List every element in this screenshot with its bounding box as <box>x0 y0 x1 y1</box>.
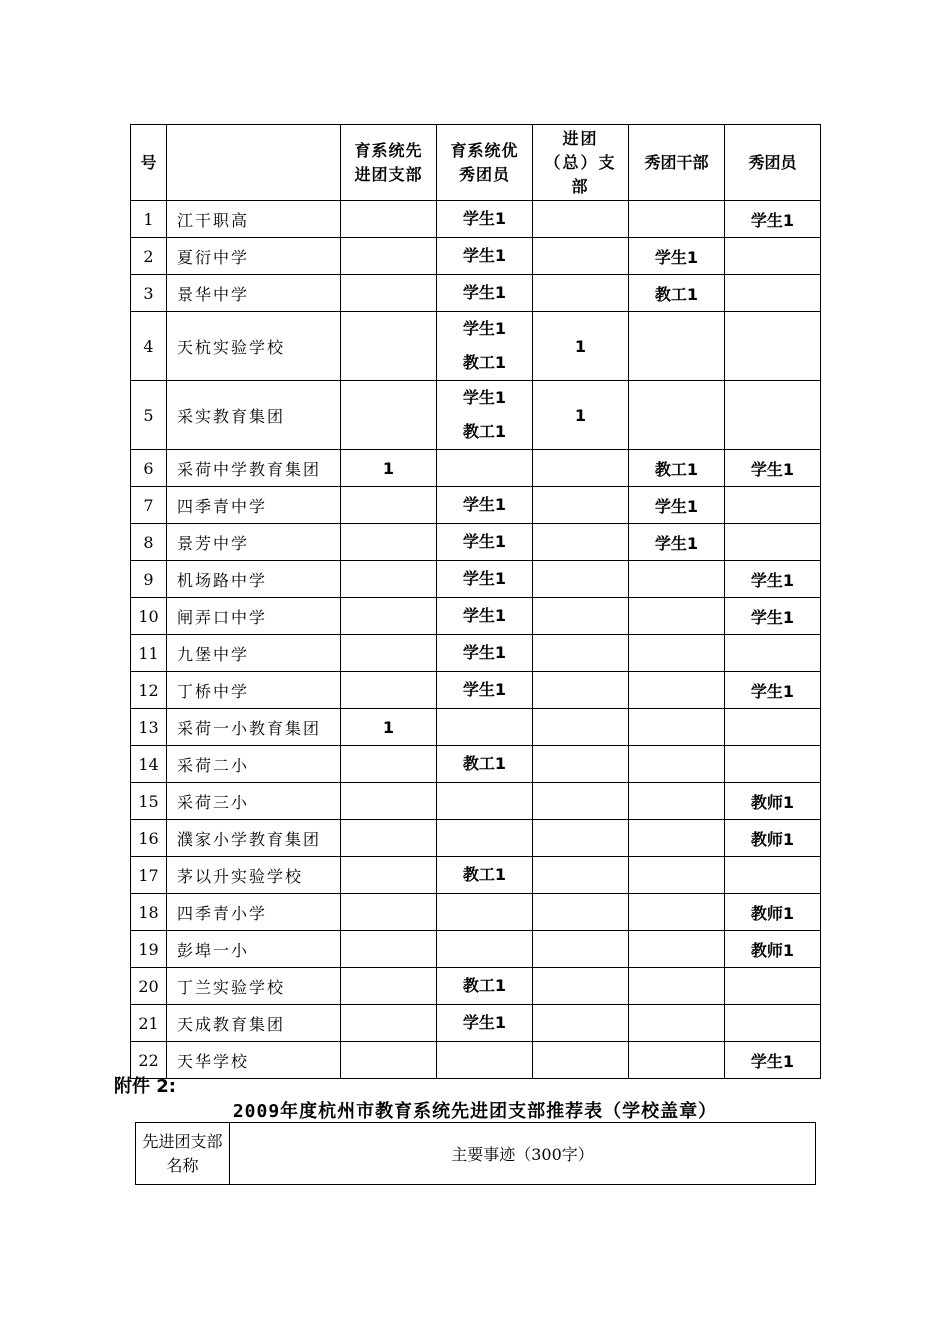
excellent-member-2-cell <box>725 487 821 524</box>
school-name: 夏衍中学 <box>167 238 341 275</box>
main-deeds-header: 主要事迹（300字） <box>230 1123 816 1185</box>
general-branch-cell <box>533 598 629 635</box>
excellent-cadre-cell <box>629 1042 725 1079</box>
advanced-branch-cell <box>341 857 437 894</box>
table-row <box>131 746 821 783</box>
excellent-cadre-cell <box>629 1005 725 1042</box>
general-branch-cell <box>533 635 629 672</box>
school-name: 茅以升实验学校 <box>167 857 341 894</box>
member-entry: 教工1 <box>462 353 507 372</box>
excellent-cadre-cell <box>629 857 725 894</box>
row-number: 8 <box>131 524 167 561</box>
excellent-member-cell <box>437 820 533 857</box>
excellent-cadre-cell <box>629 894 725 931</box>
school-name: 丁桥中学 <box>167 672 341 709</box>
excellent-cadre-cell: 学生1 <box>629 487 725 524</box>
school-name: 丁兰实验学校 <box>167 968 341 1005</box>
excellent-member-2-cell <box>725 709 821 746</box>
excellent-member-2-cell <box>725 312 821 381</box>
excellent-member-2-cell: 学生1 <box>725 1042 821 1079</box>
row-number: 20 <box>131 968 167 1005</box>
excellent-cadre-cell <box>629 672 725 709</box>
member-entry: 学生1 <box>462 680 507 699</box>
excellent-cadre-cell: 学生1 <box>629 524 725 561</box>
general-branch-cell: 1 <box>533 381 629 450</box>
excellent-member-cell <box>437 238 533 275</box>
header-excellent-cadre: 秀团干部 <box>629 125 725 201</box>
advanced-branch-cell <box>341 275 437 312</box>
advanced-branch-cell <box>341 598 437 635</box>
general-branch-cell <box>533 857 629 894</box>
general-branch-cell <box>533 450 629 487</box>
excellent-member-2-cell <box>725 381 821 450</box>
excellent-member-2-cell <box>725 524 821 561</box>
table-row <box>131 783 821 820</box>
school-name: 天成教育集团 <box>167 1005 341 1042</box>
school-name: 江干职高 <box>167 201 341 238</box>
row-number: 3 <box>131 275 167 312</box>
advanced-branch-cell <box>341 635 437 672</box>
excellent-cadre-cell: 教工1 <box>629 450 725 487</box>
general-branch-cell <box>533 931 629 968</box>
excellent-cadre-cell <box>629 783 725 820</box>
excellent-member-cell <box>437 635 533 672</box>
school-name: 天华学校 <box>167 1042 341 1079</box>
general-branch-cell <box>533 1042 629 1079</box>
general-branch-cell <box>533 709 629 746</box>
excellent-member-2-cell: 教师1 <box>725 894 821 931</box>
advanced-branch-cell <box>341 561 437 598</box>
excellent-cadre-cell <box>629 820 725 857</box>
excellent-cadre-cell <box>629 968 725 1005</box>
table-row <box>131 894 821 931</box>
school-name: 景芳中学 <box>167 524 341 561</box>
row-number: 5 <box>131 381 167 450</box>
recommendation-form-table <box>135 1122 816 1185</box>
row-number: 6 <box>131 450 167 487</box>
excellent-member-cell <box>437 524 533 561</box>
excellent-cadre-cell <box>629 201 725 238</box>
excellent-cadre-cell: 学生1 <box>629 238 725 275</box>
table-row <box>131 381 821 450</box>
table-row <box>131 598 821 635</box>
table-row <box>131 312 821 381</box>
member-entry: 教工1 <box>462 422 507 441</box>
member-entry: 学生1 <box>462 606 507 625</box>
school-name: 采荷二小 <box>167 746 341 783</box>
school-name: 九堡中学 <box>167 635 341 672</box>
excellent-member-cell <box>437 894 533 931</box>
excellent-member-cell <box>437 931 533 968</box>
row-number: 17 <box>131 857 167 894</box>
row-number: 18 <box>131 894 167 931</box>
advanced-branch-cell <box>341 672 437 709</box>
excellent-member-cell <box>437 487 533 524</box>
school-name: 采荷一小教育集团 <box>167 709 341 746</box>
excellent-member-cell <box>437 201 533 238</box>
table-row <box>131 672 821 709</box>
row-number: 12 <box>131 672 167 709</box>
excellent-member-cell <box>437 783 533 820</box>
excellent-member-2-cell <box>725 635 821 672</box>
advanced-branch-cell <box>341 931 437 968</box>
school-name: 采实教育集团 <box>167 381 341 450</box>
member-entry: 学生1 <box>462 283 507 302</box>
excellent-cadre-cell <box>629 312 725 381</box>
form-header-row <box>136 1123 816 1185</box>
member-entry: 学生1 <box>462 319 507 338</box>
header-excellent-member-2: 秀团员 <box>725 125 821 201</box>
excellent-cadre-cell <box>629 635 725 672</box>
table-row <box>131 709 821 746</box>
excellent-cadre-cell <box>629 709 725 746</box>
general-branch-cell: 1 <box>533 312 629 381</box>
row-number: 1 <box>131 201 167 238</box>
member-entry: 学生1 <box>462 569 507 588</box>
table-row <box>131 450 821 487</box>
excellent-member-cell <box>437 709 533 746</box>
row-number: 7 <box>131 487 167 524</box>
excellent-member-cell <box>437 381 533 450</box>
row-number: 16 <box>131 820 167 857</box>
general-branch-cell <box>533 561 629 598</box>
advanced-branch-cell <box>341 820 437 857</box>
excellent-cadre-cell <box>629 381 725 450</box>
row-number: 14 <box>131 746 167 783</box>
school-name: 天杭实验学校 <box>167 312 341 381</box>
general-branch-cell <box>533 746 629 783</box>
excellent-member-2-cell: 学生1 <box>725 450 821 487</box>
excellent-member-2-cell: 教师1 <box>725 820 821 857</box>
school-name: 彭埠一小 <box>167 931 341 968</box>
excellent-member-2-cell <box>725 275 821 312</box>
general-branch-cell <box>533 820 629 857</box>
advanced-branch-cell <box>341 1042 437 1079</box>
member-entry: 学生1 <box>462 532 507 551</box>
header-number: 号 <box>131 125 167 201</box>
excellent-member-2-cell: 学生1 <box>725 561 821 598</box>
table-row <box>131 201 821 238</box>
excellent-cadre-cell: 教工1 <box>629 275 725 312</box>
school-name: 采荷三小 <box>167 783 341 820</box>
row-number: 9 <box>131 561 167 598</box>
table-row <box>131 238 821 275</box>
member-entry: 学生1 <box>462 643 507 662</box>
excellent-member-cell <box>437 312 533 381</box>
excellent-member-2-cell <box>725 857 821 894</box>
advanced-branch-cell <box>341 894 437 931</box>
advanced-branch-cell <box>341 1005 437 1042</box>
excellent-member-cell <box>437 968 533 1005</box>
header-general-branch: 进团（总）支部 <box>533 125 629 201</box>
table-header-row <box>131 125 821 201</box>
advanced-branch-cell <box>341 746 437 783</box>
excellent-member-2-cell: 学生1 <box>725 598 821 635</box>
member-entry: 教工1 <box>462 754 507 773</box>
school-name: 四季青中学 <box>167 487 341 524</box>
excellent-cadre-cell <box>629 561 725 598</box>
branch-name-header: 先进团支部名称 <box>136 1123 230 1185</box>
general-branch-cell <box>533 524 629 561</box>
general-branch-cell <box>533 968 629 1005</box>
recommendation-summary-table <box>130 124 821 1079</box>
table-row <box>131 1042 821 1079</box>
row-number: 15 <box>131 783 167 820</box>
row-number: 22 <box>131 1042 167 1079</box>
row-number: 21 <box>131 1005 167 1042</box>
excellent-member-cell <box>437 746 533 783</box>
table-row <box>131 635 821 672</box>
advanced-branch-cell <box>341 381 437 450</box>
member-entry: 学生1 <box>462 495 507 514</box>
excellent-member-2-cell: 教师1 <box>725 931 821 968</box>
table-row <box>131 487 821 524</box>
excellent-member-2-cell <box>725 1005 821 1042</box>
advanced-branch-cell <box>341 783 437 820</box>
general-branch-cell <box>533 1005 629 1042</box>
general-branch-cell <box>533 275 629 312</box>
general-branch-cell <box>533 487 629 524</box>
member-entry: 学生1 <box>462 1013 507 1032</box>
member-entry: 学生1 <box>462 209 507 228</box>
row-number: 4 <box>131 312 167 381</box>
advanced-branch-cell <box>341 238 437 275</box>
table-row <box>131 561 821 598</box>
excellent-member-cell <box>437 561 533 598</box>
advanced-branch-cell <box>341 201 437 238</box>
excellent-member-2-cell <box>725 238 821 275</box>
excellent-member-cell <box>437 450 533 487</box>
general-branch-cell <box>533 201 629 238</box>
advanced-branch-cell: 1 <box>341 450 437 487</box>
excellent-member-cell <box>437 1042 533 1079</box>
advanced-branch-cell <box>341 312 437 381</box>
excellent-cadre-cell <box>629 746 725 783</box>
advanced-branch-cell <box>341 487 437 524</box>
school-name: 机场路中学 <box>167 561 341 598</box>
table-row <box>131 275 821 312</box>
school-name: 采荷中学教育集团 <box>167 450 341 487</box>
excellent-member-2-cell: 学生1 <box>725 672 821 709</box>
excellent-member-2-cell: 学生1 <box>725 201 821 238</box>
excellent-cadre-cell <box>629 598 725 635</box>
row-number: 2 <box>131 238 167 275</box>
row-number: 13 <box>131 709 167 746</box>
excellent-cadre-cell <box>629 931 725 968</box>
school-name: 濮家小学教育集团 <box>167 820 341 857</box>
member-entry: 学生1 <box>462 388 507 407</box>
header-excellent-member: 育系统优秀团员 <box>437 125 533 201</box>
excellent-member-cell <box>437 672 533 709</box>
advanced-branch-cell <box>341 968 437 1005</box>
general-branch-cell <box>533 783 629 820</box>
member-entry: 教工1 <box>462 865 507 884</box>
member-entry: 学生1 <box>462 246 507 265</box>
table-row <box>131 524 821 561</box>
advanced-branch-cell <box>341 524 437 561</box>
school-name: 景华中学 <box>167 275 341 312</box>
header-school <box>167 125 341 201</box>
header-advanced-branch: 育系统先进团支部 <box>341 125 437 201</box>
excellent-member-cell <box>437 1005 533 1042</box>
member-entry: 教工1 <box>462 976 507 995</box>
school-name: 闸弄口中学 <box>167 598 341 635</box>
row-number: 10 <box>131 598 167 635</box>
excellent-member-cell <box>437 857 533 894</box>
table-row <box>131 857 821 894</box>
table-row <box>131 820 821 857</box>
form-title: 2009年度杭州市教育系统先进团支部推荐表（学校盖章） <box>232 1101 718 1122</box>
table-row <box>131 931 821 968</box>
general-branch-cell <box>533 238 629 275</box>
excellent-member-cell <box>437 275 533 312</box>
school-name: 四季青小学 <box>167 894 341 931</box>
table-row <box>131 968 821 1005</box>
advanced-branch-cell: 1 <box>341 709 437 746</box>
row-number: 11 <box>131 635 167 672</box>
excellent-member-2-cell: 教师1 <box>725 783 821 820</box>
excellent-member-2-cell <box>725 746 821 783</box>
general-branch-cell <box>533 894 629 931</box>
table-row <box>131 1005 821 1042</box>
attachment-label: 附件 2: <box>114 1076 176 1097</box>
excellent-member-2-cell <box>725 968 821 1005</box>
row-number: 19 <box>131 931 167 968</box>
excellent-member-cell <box>437 598 533 635</box>
general-branch-cell <box>533 672 629 709</box>
